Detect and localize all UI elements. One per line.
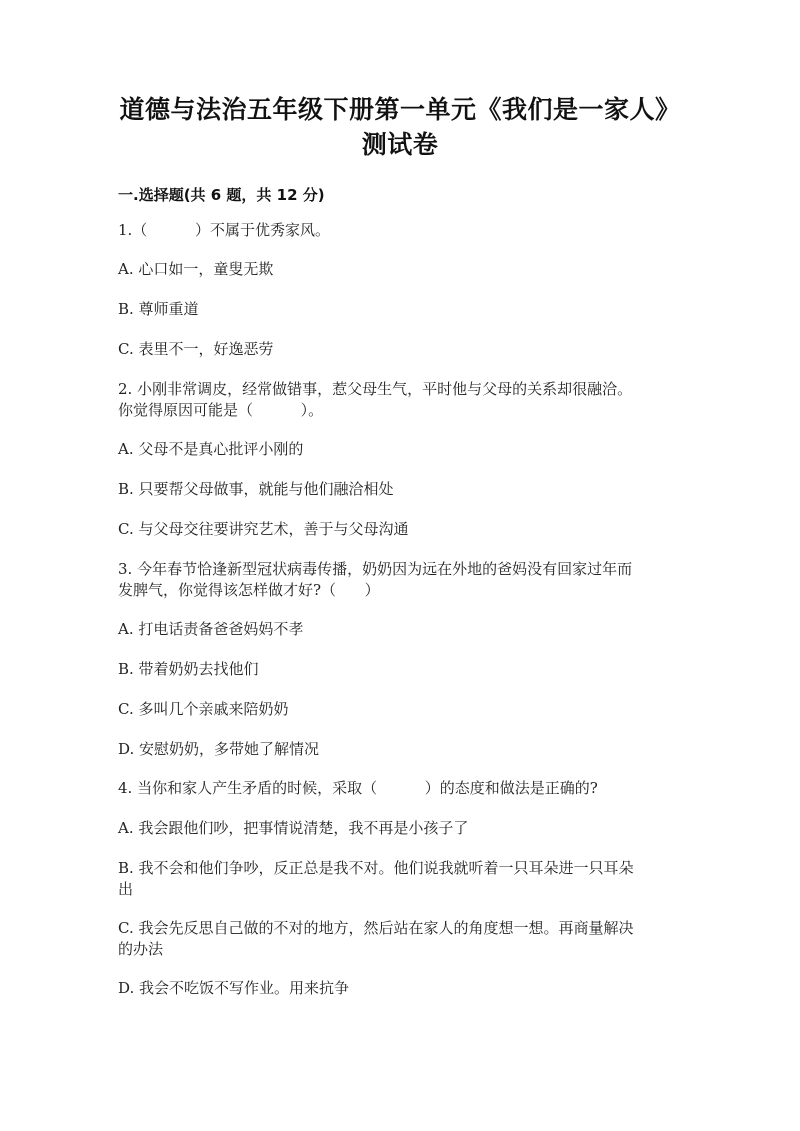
question-2-stem-line-2: 你觉得原因可能是（ ）。: [118, 401, 324, 419]
question-3-option-b: B. 带着奶奶去找他们: [118, 660, 259, 678]
question-1-option-b: B. 尊师重道: [118, 300, 199, 318]
question-3-option-d: D. 安慰奶奶，多带她了解情况: [118, 740, 320, 758]
question-4-option-a: A. 我会跟他们吵，把事情说清楚，我不再是小孩子了: [118, 819, 469, 837]
question-3-option-a: A. 打电话责备爸爸妈妈不孝: [118, 620, 304, 638]
document-title: 道德与法治五年级下册第一单元《我们是一家人》: [119, 95, 681, 124]
question-4-option-b-line-2: 出: [118, 880, 134, 898]
section-heading: 一.选择题(共 6 题，共 12 分): [118, 186, 325, 204]
question-1-option-c: C. 表里不一，好逸恶劳: [118, 340, 274, 358]
question-2-stem-line-1: 2. 小刚非常调皮，经常做错事，惹父母生气，平时他与父母的关系却很融洽。: [118, 380, 633, 398]
question-1-stem: 1.（ ）不属于优秀家风。: [118, 221, 330, 239]
document-subtitle: 测试卷: [361, 130, 439, 159]
question-2-option-a: A. 父母不是真心批评小刚的: [118, 440, 304, 458]
question-4-option-c-line-1: C. 我会先反思自己做的不对的地方，然后站在家人的角度想一想。再商量解决: [118, 919, 634, 937]
question-4-option-c-line-2: 的办法: [118, 940, 164, 958]
question-4-option-d: D. 我会不吃饭不写作业。用来抗争: [118, 979, 350, 997]
question-4-option-b-line-1: B. 我不会和他们争吵，反正总是我不对。他们说我就听着一只耳朵进一只耳朵: [118, 859, 634, 877]
question-2-option-c: C. 与父母交往要讲究艺术，善于与父母沟通: [118, 520, 409, 538]
question-3-option-c: C. 多叫几个亲戚来陪奶奶: [118, 700, 289, 718]
question-3-stem-line-2: 发脾气，你觉得该怎样做才好?（ ）: [118, 581, 380, 599]
question-4-stem: 4. 当你和家人产生矛盾的时候，采取（ ）的态度和做法是正确的?: [118, 779, 598, 797]
question-2-option-b: B. 只要帮父母做事，就能与他们融洽相处: [118, 480, 394, 498]
question-1-option-a: A. 心口如一，童叟无欺: [118, 260, 274, 278]
question-3-stem-line-1: 3. 今年春节恰逢新型冠状病毒传播，奶奶因为远在外地的爸妈没有回家过年而: [118, 560, 633, 578]
